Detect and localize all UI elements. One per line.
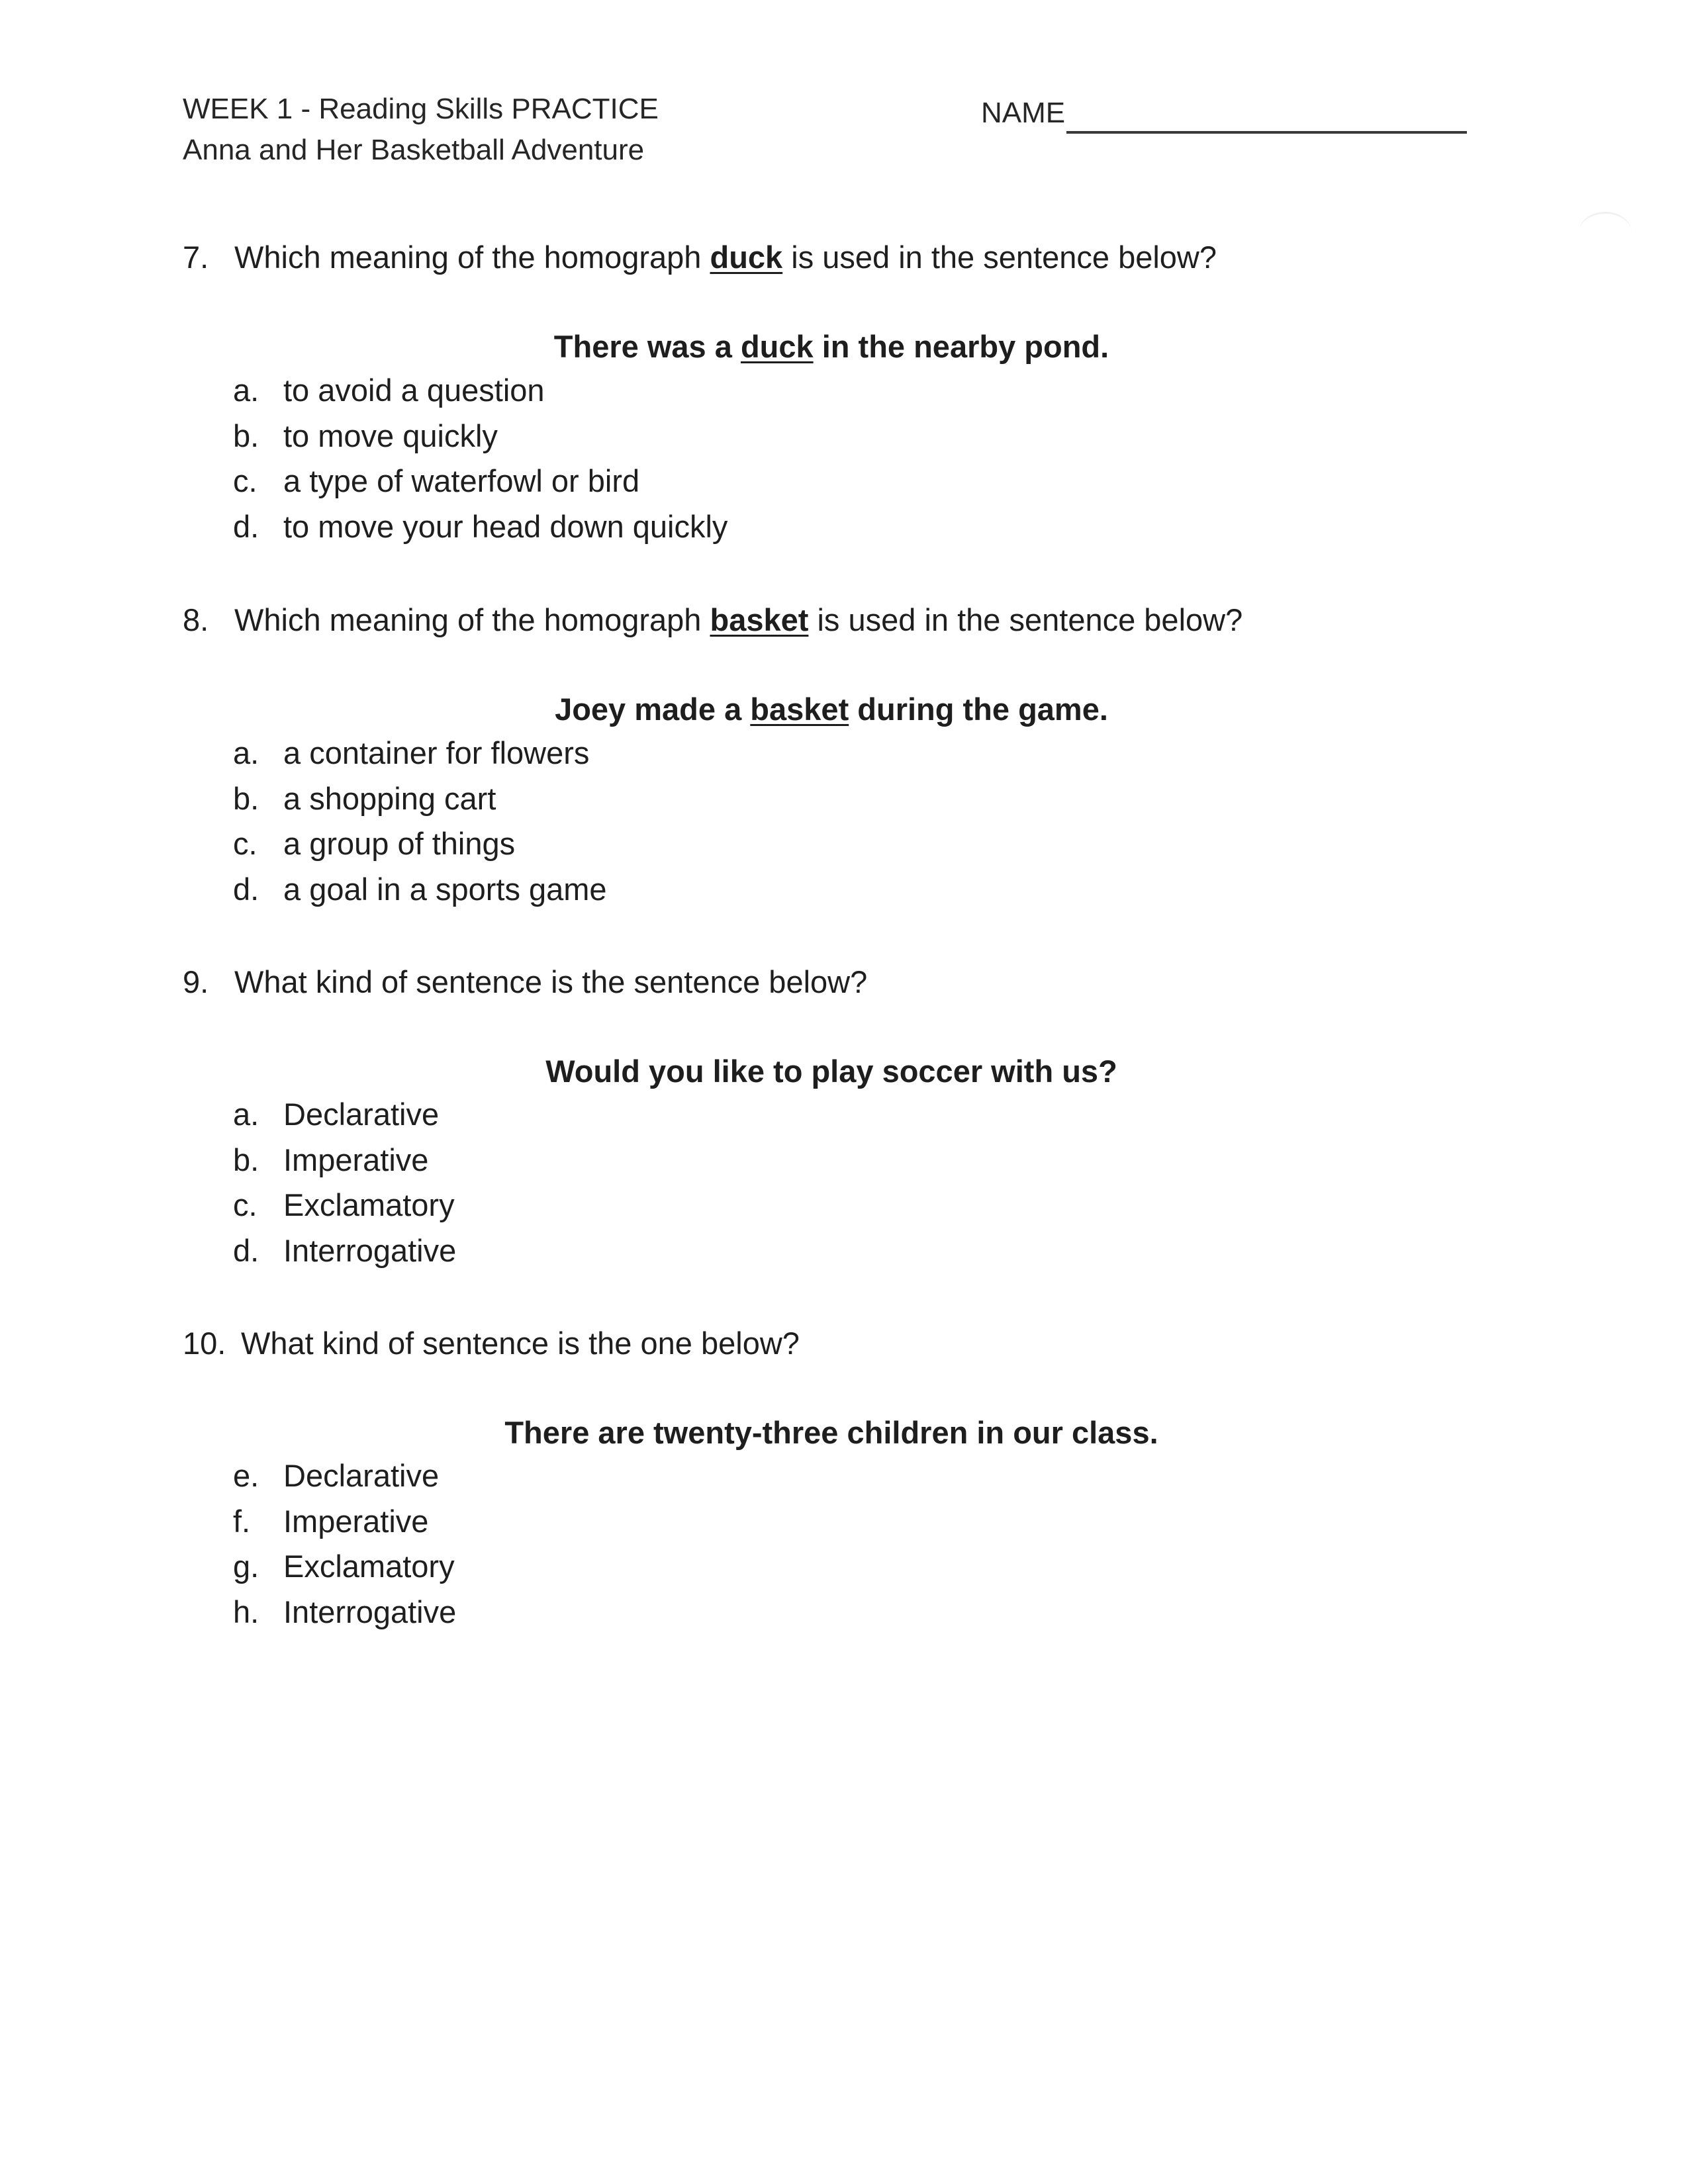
answer-options-8 bbox=[233, 731, 607, 912]
answer-option[interactable] bbox=[233, 731, 607, 776]
homograph-word: duck bbox=[710, 240, 783, 275]
question-10 bbox=[183, 1322, 800, 1365]
option-text: a container for flowers bbox=[283, 735, 590, 770]
question-number: 9. bbox=[183, 964, 209, 999]
sentence-homograph: duck bbox=[740, 329, 814, 364]
example-sentence-10: There are twenty-three children in our class. bbox=[504, 1415, 1158, 1450]
option-letter: a. bbox=[233, 373, 259, 408]
question-7 bbox=[183, 236, 1217, 279]
answer-option[interactable] bbox=[233, 414, 727, 459]
option-letter: b. bbox=[233, 780, 259, 816]
option-letter: b. bbox=[233, 1142, 259, 1177]
question-number: 8. bbox=[183, 602, 209, 637]
answer-option[interactable] bbox=[233, 1092, 456, 1138]
answer-option[interactable] bbox=[233, 821, 607, 867]
answer-option[interactable] bbox=[233, 1183, 456, 1228]
example-sentence-7 bbox=[183, 326, 1480, 368]
answer-options-7 bbox=[233, 368, 727, 549]
sentence-end: during the game. bbox=[857, 692, 1108, 727]
sentence-end: in the nearby pond. bbox=[821, 329, 1109, 364]
question-number: 10. bbox=[183, 1326, 226, 1361]
example-sentence-8 bbox=[183, 688, 1480, 731]
option-letter: g. bbox=[233, 1549, 259, 1584]
question-8 bbox=[183, 599, 1243, 641]
option-text: a shopping cart bbox=[283, 780, 496, 816]
option-letter: b. bbox=[233, 418, 259, 453]
option-text: Exclamatory bbox=[283, 1187, 455, 1222]
answer-option[interactable] bbox=[233, 867, 607, 913]
scan-artifact bbox=[1579, 212, 1632, 253]
sentence-start: Joey made a bbox=[555, 692, 742, 727]
question-prompt-end: is used in the sentence below? bbox=[817, 602, 1243, 637]
option-text: a group of things bbox=[283, 826, 516, 861]
option-text: to move your head down quickly bbox=[283, 508, 728, 544]
option-letter: h. bbox=[233, 1594, 259, 1629]
option-text: Declarative bbox=[283, 1097, 440, 1132]
option-letter: d. bbox=[233, 871, 259, 907]
option-text: Declarative bbox=[283, 1458, 440, 1493]
option-letter: d. bbox=[233, 508, 259, 544]
option-text: Interrogative bbox=[283, 1594, 457, 1629]
answer-option[interactable] bbox=[233, 1499, 456, 1545]
answer-option[interactable] bbox=[233, 1590, 456, 1635]
answer-option[interactable] bbox=[233, 504, 727, 550]
question-prompt: What kind of sentence is the sentence below? bbox=[234, 964, 868, 999]
question-prompt-start: Which meaning of the homograph bbox=[234, 240, 702, 275]
name-field bbox=[981, 93, 1467, 134]
answer-option[interactable] bbox=[233, 368, 727, 414]
option-text: a type of waterfowl or bird bbox=[283, 463, 640, 498]
question-prompt-end: is used in the sentence below? bbox=[791, 240, 1217, 275]
option-letter: c. bbox=[233, 826, 258, 861]
answer-option[interactable] bbox=[233, 1138, 456, 1183]
option-letter: c. bbox=[233, 463, 258, 498]
example-sentence-9: Would you like to play soccer with us? bbox=[545, 1054, 1117, 1089]
option-text: a goal in a sports game bbox=[283, 871, 607, 907]
question-prompt-start: Which meaning of the homograph bbox=[234, 602, 702, 637]
option-text: Imperative bbox=[283, 1503, 429, 1539]
name-blank-line[interactable] bbox=[1066, 95, 1467, 134]
answer-option[interactable] bbox=[233, 1228, 456, 1274]
name-label: NAME bbox=[981, 97, 1066, 129]
option-text: Exclamatory bbox=[283, 1549, 455, 1584]
sentence-homograph: basket bbox=[750, 692, 849, 727]
question-number: 7. bbox=[183, 240, 209, 275]
option-letter: a. bbox=[233, 1097, 259, 1132]
answer-options-10 bbox=[233, 1453, 456, 1635]
option-text: to move quickly bbox=[283, 418, 498, 453]
answer-option[interactable] bbox=[233, 776, 607, 822]
question-9 bbox=[183, 961, 867, 1003]
option-text: to avoid a question bbox=[283, 373, 545, 408]
option-letter: a. bbox=[233, 735, 259, 770]
story-title: Anna and Her Basketball Adventure bbox=[183, 134, 645, 166]
sentence-start: There was a bbox=[553, 329, 732, 364]
worksheet-title: WEEK 1 - Reading Skills PRACTICE bbox=[183, 93, 659, 125]
option-letter: c. bbox=[233, 1187, 258, 1222]
answer-option[interactable] bbox=[233, 1453, 456, 1499]
answer-option[interactable] bbox=[233, 1544, 456, 1590]
option-letter: e. bbox=[233, 1458, 259, 1493]
option-text: Imperative bbox=[283, 1142, 429, 1177]
option-text: Interrogative bbox=[283, 1232, 457, 1268]
worksheet-header bbox=[183, 89, 659, 171]
question-prompt: What kind of sentence is the one below? bbox=[241, 1326, 800, 1361]
answer-option[interactable] bbox=[233, 459, 727, 504]
homograph-word: basket bbox=[710, 602, 809, 637]
option-letter: f. bbox=[233, 1503, 251, 1539]
option-letter: d. bbox=[233, 1232, 259, 1268]
answer-options-9 bbox=[233, 1092, 456, 1273]
